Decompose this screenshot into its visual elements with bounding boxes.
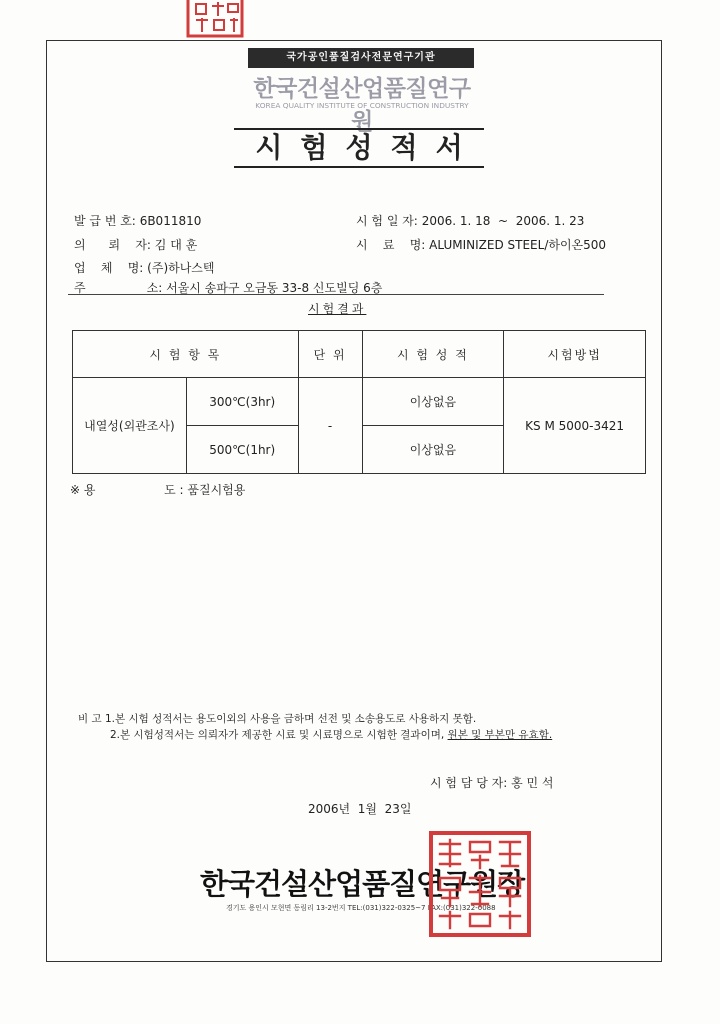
requester-field xyxy=(74,236,197,253)
address-value: 서울시 송파구 오금동 33-8 신도빌딩 6층 xyxy=(166,281,383,295)
director-title: 한국건설산업품질연구원장 xyxy=(200,867,525,901)
test-date-value: 2006. 1. 18 ~ 2006. 1. 23 xyxy=(421,214,585,228)
issue-date: 2006년 1월 23일 xyxy=(308,802,412,816)
results-table xyxy=(72,330,646,474)
header-test-item: 시 험 항 목 xyxy=(73,331,299,378)
issue-number-value: 6B011810 xyxy=(139,214,202,228)
remark-line-2 xyxy=(110,727,552,742)
company-value: (주)하나스텍 xyxy=(147,261,215,275)
test-date-label: 시 험 일 자: xyxy=(356,214,418,228)
institute-name-english: KOREA QUALITY INSTITUTE OF CONSTRUCTION INDUSTRY xyxy=(255,101,469,110)
official-seal-stamp xyxy=(428,830,532,938)
sample-value: ALUMINIZED STEEL/하이온500 xyxy=(429,238,607,252)
purpose-label: ※ 용 도 : xyxy=(70,483,184,497)
remark-line-1: 비 고 1.본 시험 성적서는 용도이외의 사용을 금하며 선전 및 소송용도로 사용하지 못함. xyxy=(78,713,477,725)
document-title: 시험성적서 xyxy=(234,128,484,168)
method-cell: KS M 5000-3421 xyxy=(504,378,646,474)
tester-name: 홍 민 석 xyxy=(511,776,554,790)
header-result: 시 험 성 적 xyxy=(362,331,504,378)
remark-valid-copies: 원본 및 부본만 유효함. xyxy=(447,729,553,741)
requester-label: 의 뢰 자: xyxy=(74,238,151,252)
header-method: 시험방법 xyxy=(504,331,646,378)
company-label: 업 체 명: xyxy=(74,261,144,275)
top-seal-stamp xyxy=(182,0,248,40)
test-date-field xyxy=(356,212,584,229)
results-header-row xyxy=(73,331,646,378)
result-cell: 이상없음 xyxy=(362,426,504,474)
condition-cell: 300℃(3hr) xyxy=(186,378,298,426)
purpose-value: 품질시험용 xyxy=(187,483,246,497)
requester-value: 김 대 훈 xyxy=(154,238,198,252)
remark-line-2-text: 2.본 시험성적서는 의뢰자가 제공한 시료 및 시료명으로 시험한 결과이며, xyxy=(110,729,445,741)
results-section-title: 시험결과 xyxy=(308,302,367,316)
header-unit: 단 위 xyxy=(298,331,362,378)
institute-contact: 경기도 용인시 모현면 동림리 13-2번지 TEL:(031)322-0325~7 FAX:(031)322-0088 xyxy=(226,904,496,912)
table-row xyxy=(73,378,646,426)
result-cell: 이상없음 xyxy=(362,378,504,426)
test-item-cell: 내열성(외관조사) xyxy=(73,378,187,474)
tester-field xyxy=(430,774,554,791)
unit-cell: - xyxy=(298,378,362,474)
issue-number-field xyxy=(74,212,201,229)
sample-label: 시 료 명: xyxy=(356,238,426,252)
tester-label: 시 험 담 당 자: xyxy=(430,776,508,790)
agency-bar: 국가공인품질검사전문연구기관 xyxy=(248,48,474,68)
purpose-note xyxy=(70,481,245,498)
issue-number-label: 발 급 번 호: xyxy=(74,214,136,228)
institute-name-korean: 한국건설산업품질연구원 xyxy=(253,76,471,135)
company-field xyxy=(74,259,215,276)
document-border xyxy=(46,40,662,962)
condition-cell: 500℃(1hr) xyxy=(186,426,298,474)
address-label: 주 소: xyxy=(74,281,163,295)
address-underline xyxy=(68,294,604,295)
sample-field xyxy=(356,236,606,253)
